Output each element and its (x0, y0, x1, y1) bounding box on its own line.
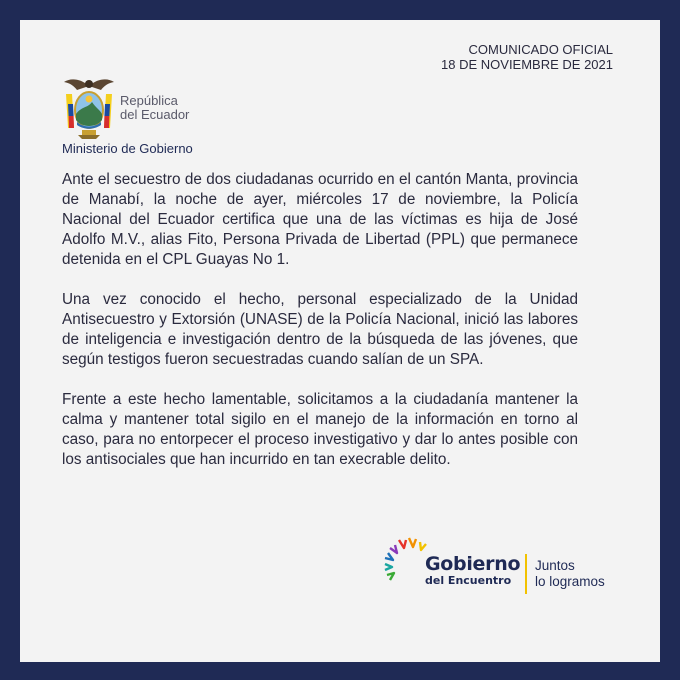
paragraph-3: Frente a este hecho lamentable, solicitamos a la ciudadanía mantener la calma y mantener total sigilo en el manejo de la información en torno al caso, para no entorpecer el proceso investigativo y dar lo antes posible con los antisociales que han incurrido en tan execrable delito. (62, 391, 578, 468)
gobierno-logo (382, 518, 622, 598)
coat-of-arms-ecuador-icon (62, 72, 116, 142)
logo-divider (525, 554, 527, 594)
slogan-line-2: lo logramos (535, 574, 605, 589)
document-date: 18 DE NOVIEMBRE DE 2021 (441, 57, 613, 72)
paragraph-1: Ante el secuestro de dos ciudadanas ocurrido en el cantón Manta, provincia de Manabí, la noche de ayer, miércoles 17 de noviembre, la Policía Nacional del Ecuador certifica que una de las víctimas es hija de José Adolfo M.V., alias Fito, Persona Privada de Libertad (PPL) que permanece detenida en el CPL Guayas No 1. (62, 171, 578, 268)
country-name (120, 94, 189, 122)
logo-sub-text: del Encuentro (425, 574, 512, 587)
document-header (441, 42, 613, 72)
paragraph-2: Una vez conocido el hecho, personal especializado de la Unidad Antisecuestro y Extorsión (UNASE) de la Policía Nacional, inició las labores de inteligencia e investigación dentro de la búsqueda de las jóvenes, que según testigos fueron secuestradas cuando salían de un SPA. (62, 291, 578, 368)
country-name-line-1: República (120, 93, 178, 108)
slogan (535, 558, 605, 590)
logo-main-text: Gobierno (425, 553, 521, 575)
country-name-line-2: del Ecuador (120, 107, 190, 122)
document-type: COMUNICADO OFICIAL (468, 42, 613, 57)
ministry-name: Ministerio de Gobierno (62, 141, 193, 156)
slogan-line-1: Juntos (535, 558, 575, 573)
statement-body (62, 170, 578, 490)
